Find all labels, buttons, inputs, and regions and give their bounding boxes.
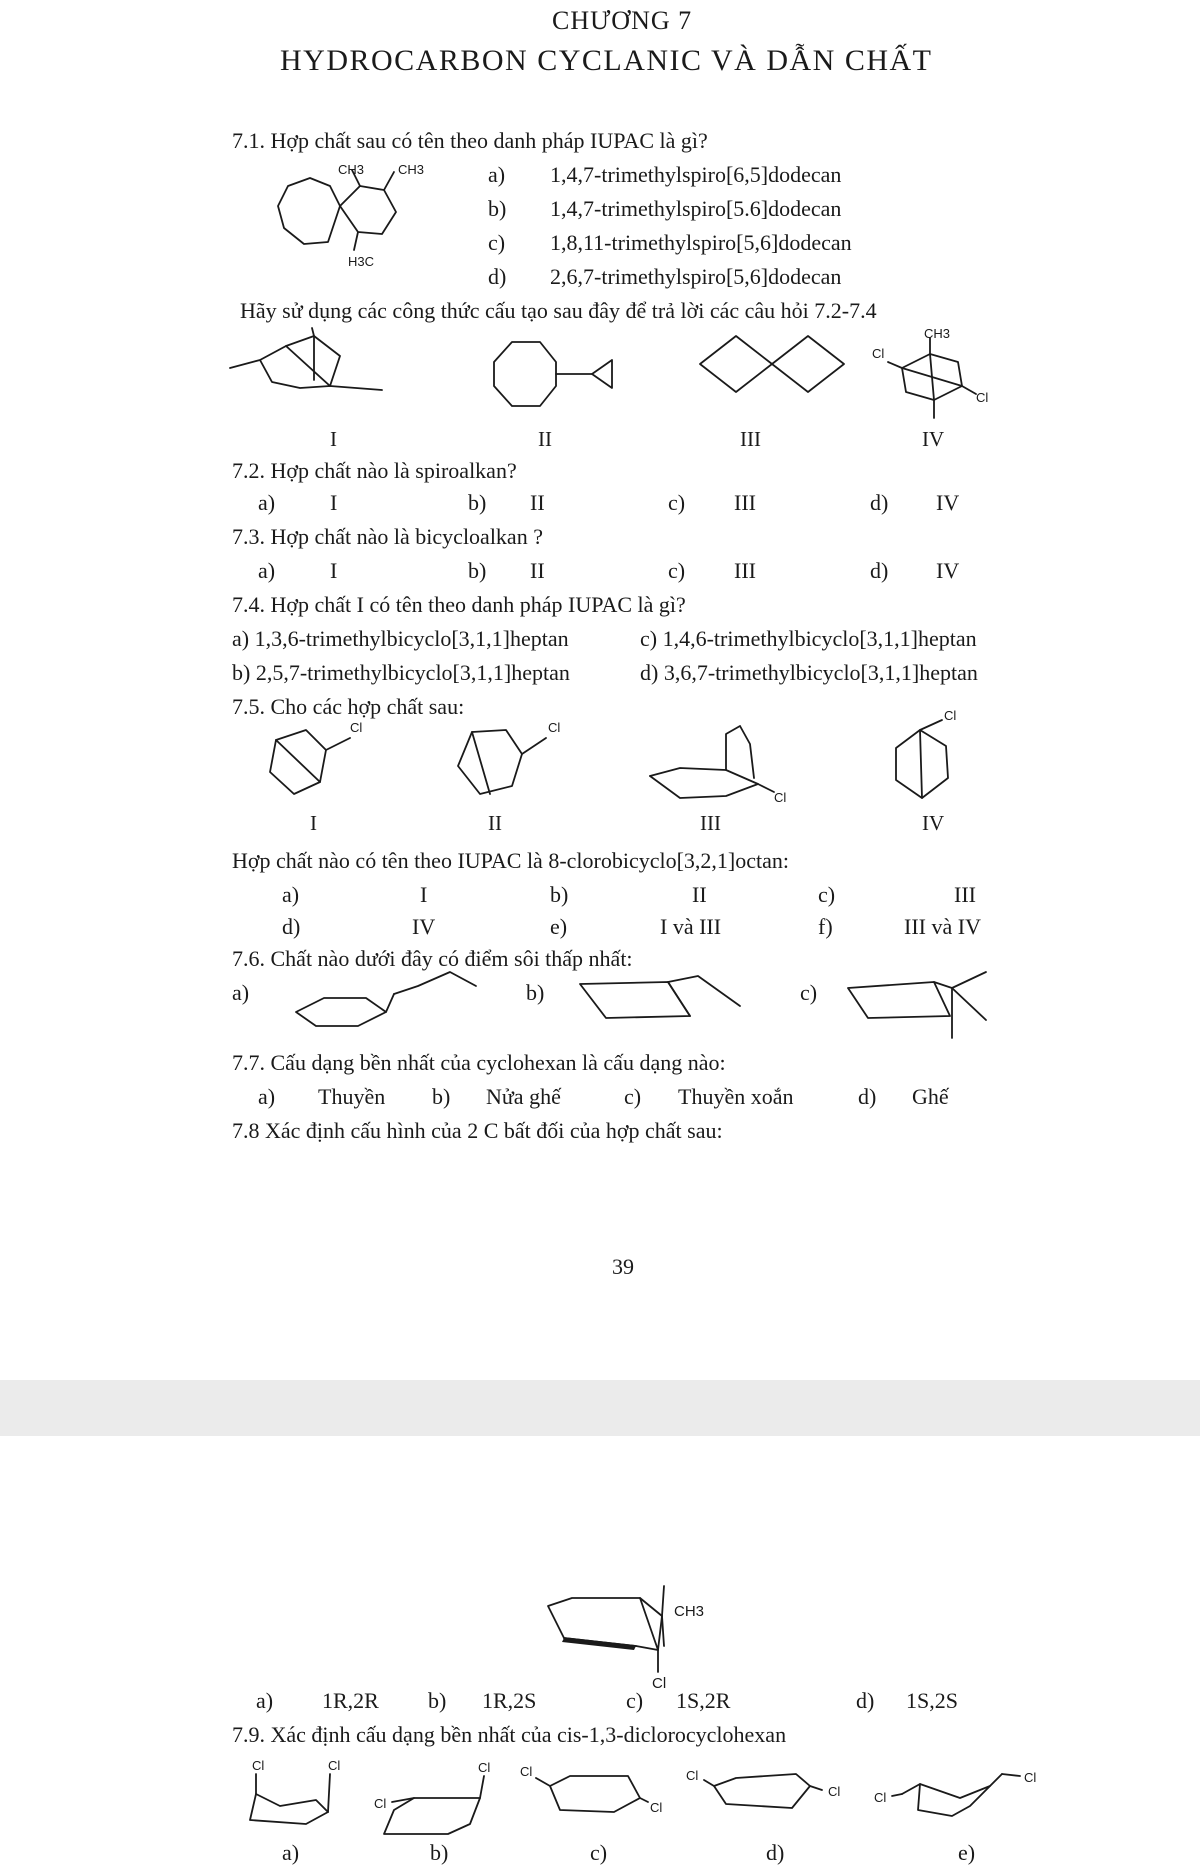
q75-option-text: I <box>420 882 428 907</box>
structure-label: III <box>700 811 721 835</box>
q78-option-text: 1R,2R <box>322 1688 379 1713</box>
q75-option-letter: b) <box>550 882 569 907</box>
chloro-label: Cl <box>976 390 989 405</box>
q75-option-text: III <box>954 882 976 907</box>
q76-structure-a <box>290 972 490 1032</box>
q71-option-text: 1,4,7-trimethylspiro[5.6]dodecan <box>550 196 842 221</box>
q71-option-letter: c) <box>488 230 506 255</box>
q71-option-text: 1,4,7-trimethylspiro[6,5]dodecan <box>550 162 842 187</box>
q79-option-letter: c) <box>590 1840 608 1865</box>
q75-option-letter: f) <box>818 914 833 939</box>
q71-spiro-structure <box>270 158 450 278</box>
q77-option-text: Thuyền xoắn <box>678 1084 794 1109</box>
q75-structure-III <box>650 718 790 818</box>
structure-label: III <box>740 427 761 451</box>
q73-option-text: IV <box>936 558 960 583</box>
chloro-label: Cl <box>944 708 957 723</box>
page-separator <box>0 1380 1200 1436</box>
q78-option-letter: b) <box>428 1688 447 1713</box>
chloro-label: Cl <box>874 1790 887 1805</box>
q73-option-letter: c) <box>668 558 686 583</box>
q79-structure-d <box>686 1768 876 1828</box>
q78-option-letter: d) <box>856 1688 875 1713</box>
q79-structure-c <box>520 1764 690 1832</box>
methyl-label: H3C <box>348 254 375 269</box>
methyl-label: CH3 <box>924 326 951 341</box>
q73-question: 7.3. Hợp chất nào là bicycloalkan ? <box>232 524 543 549</box>
q75-option-letter: e) <box>550 914 568 939</box>
q75-option-letter: c) <box>818 882 836 907</box>
structure-III-spiro <box>698 328 858 408</box>
q72-option-text: I <box>330 490 338 515</box>
q76-option-letter: b) <box>526 980 545 1005</box>
q79-structure-a <box>246 1758 366 1838</box>
q77-option-text: Ghế <box>912 1084 949 1109</box>
q75-structure-IV <box>884 708 1004 812</box>
q78-option-letter: c) <box>626 1688 644 1713</box>
q73-option-letter: d) <box>870 558 889 583</box>
structure-label: II <box>488 811 502 835</box>
q71-option-text: 2,6,7-trimethylspiro[5,6]dodecan <box>550 264 842 289</box>
q72-option-letter: b) <box>468 490 487 515</box>
instruction-text: Hãy sử dụng các công thức cấu tạo sau đây để trả lời các câu hỏi 7.2-7.4 <box>240 298 877 323</box>
q74-option: b) 2,5,7-trimethylbicyclo[3,1,1]heptan <box>232 660 570 685</box>
q78-option-letter: a) <box>256 1688 274 1713</box>
q79-structure-b <box>374 1760 504 1846</box>
structure-label: I <box>330 427 337 451</box>
chloro-label: Cl <box>652 1675 667 1692</box>
q72-option-text: II <box>530 490 545 515</box>
q74-option: c) 1,4,6-trimethylbicyclo[3,1,1]heptan <box>640 626 977 651</box>
q73-option-letter: a) <box>258 558 276 583</box>
chloro-label: Cl <box>650 1800 663 1815</box>
q76-structure-b <box>580 966 780 1046</box>
q76-question: 7.6. Chất nào dưới đây có điểm sôi thấp nhất: <box>232 946 633 971</box>
structure-label: IV <box>922 811 945 835</box>
methyl-label: CH3 <box>674 1603 705 1620</box>
q77-option-letter: d) <box>858 1084 877 1109</box>
q74-question: 7.4. Hợp chất I có tên theo danh pháp IUPAC là gì? <box>232 592 686 617</box>
q77-option-text: Nửa ghế <box>486 1084 561 1109</box>
chloro-label: Cl <box>686 1768 699 1783</box>
chloro-label: Cl <box>1024 1770 1037 1785</box>
q77-option-letter: c) <box>624 1084 642 1109</box>
q71-option-letter: d) <box>488 264 507 289</box>
q75-structure-II <box>450 722 570 808</box>
q78-option-text: 1R,2S <box>482 1688 537 1713</box>
chloro-label: Cl <box>252 1758 265 1773</box>
q71-option-text: 1,8,11-trimethylspiro[5,6]dodecan <box>550 230 852 255</box>
q79-option-letter: b) <box>430 1840 449 1865</box>
q74-option: d) 3,6,7-trimethylbicyclo[3,1,1]heptan <box>640 660 978 685</box>
chloro-label: Cl <box>872 346 885 361</box>
q75-structure-I <box>264 720 384 804</box>
q79-question: 7.9. Xác định cấu dạng bền nhất của cis-1,3-diclorocyclohexan <box>232 1722 787 1747</box>
q78-option-text: 1S,2R <box>676 1688 731 1713</box>
q71-option-letter: a) <box>488 162 506 187</box>
chapter-title: HYDROCARBON CYCLANIC VÀ DẪN CHẤT <box>280 44 933 77</box>
q72-option-letter: d) <box>870 490 889 515</box>
methyl-label: CH3 <box>398 162 425 177</box>
q75-option-letter: a) <box>282 882 300 907</box>
structure-I-bicycloheptane <box>230 328 400 408</box>
q73-option-text: I <box>330 558 338 583</box>
q72-question: 7.2. Hợp chất nào là spiroalkan? <box>232 458 517 483</box>
q73-option-letter: b) <box>468 558 487 583</box>
q72-option-text: IV <box>936 490 960 515</box>
q76-option-letter: a) <box>232 980 250 1005</box>
q72-option-letter: c) <box>668 490 686 515</box>
chloro-label: Cl <box>520 1764 533 1779</box>
q78-question: 7.8 Xác định cấu hình của 2 C bất đối của hợp chất sau: <box>232 1118 723 1143</box>
q79-structure-e <box>874 1758 1062 1838</box>
q75-option-text: IV <box>412 914 436 939</box>
structure-label: IV <box>922 427 945 451</box>
q71-option-letter: b) <box>488 196 507 221</box>
chloro-label: Cl <box>374 1796 387 1811</box>
chloro-label: Cl <box>350 720 363 735</box>
q79-option-letter: e) <box>958 1840 976 1865</box>
six-ring <box>340 186 396 234</box>
q75-option-letter: d) <box>282 914 301 939</box>
q76-structure-c <box>848 966 1028 1050</box>
q77-option-text: Thuyền <box>318 1084 386 1109</box>
q72-option-text: III <box>734 490 756 515</box>
q72-option-letter: a) <box>258 490 276 515</box>
q76-option-letter: c) <box>800 980 818 1005</box>
seven-ring <box>278 178 340 244</box>
chloro-label: Cl <box>828 1784 841 1799</box>
q77-option-letter: a) <box>258 1084 276 1109</box>
methyl-label: CH3 <box>338 162 365 177</box>
q77-question: 7.7. Cấu dạng bền nhất của cyclohexan là cấu dạng nào: <box>232 1050 726 1075</box>
q78-option-text: 1S,2S <box>906 1688 958 1713</box>
structure-label: II <box>538 427 552 451</box>
chapter-label: CHƯƠNG 7 <box>552 6 693 35</box>
q73-option-text: III <box>734 558 756 583</box>
q75-option-text: II <box>692 882 707 907</box>
structure-label: I <box>310 811 317 835</box>
q79-option-letter: d) <box>766 1840 785 1865</box>
q71-question: 7.1. Hợp chất sau có tên theo danh pháp IUPAC là gì? <box>232 128 708 153</box>
page-40 <box>0 1436 1200 1866</box>
chloro-label: Cl <box>478 1760 491 1775</box>
structure-IV-dichloro <box>872 326 1000 428</box>
structure-II-spiro <box>484 336 624 416</box>
q77-option-letter: b) <box>432 1084 451 1109</box>
chloro-label: Cl <box>548 720 561 735</box>
q75-option-text: I và III <box>660 914 722 939</box>
q75-question: 7.5. Cho các hợp chất sau: <box>232 694 465 719</box>
q75-option-text: III và IV <box>904 914 981 939</box>
q75-subquestion: Hợp chất nào có tên theo IUPAC là 8-clorobicyclo[3,2,1]octan: <box>232 848 790 873</box>
q73-option-text: II <box>530 558 545 583</box>
q79-option-letter: a) <box>282 1840 300 1865</box>
q74-option: a) 1,3,6-trimethylbicyclo[3,1,1]heptan <box>232 626 569 651</box>
page-number: 39 <box>612 1254 634 1279</box>
chloro-label: Cl <box>774 790 787 805</box>
chloro-label: Cl <box>328 1758 341 1773</box>
